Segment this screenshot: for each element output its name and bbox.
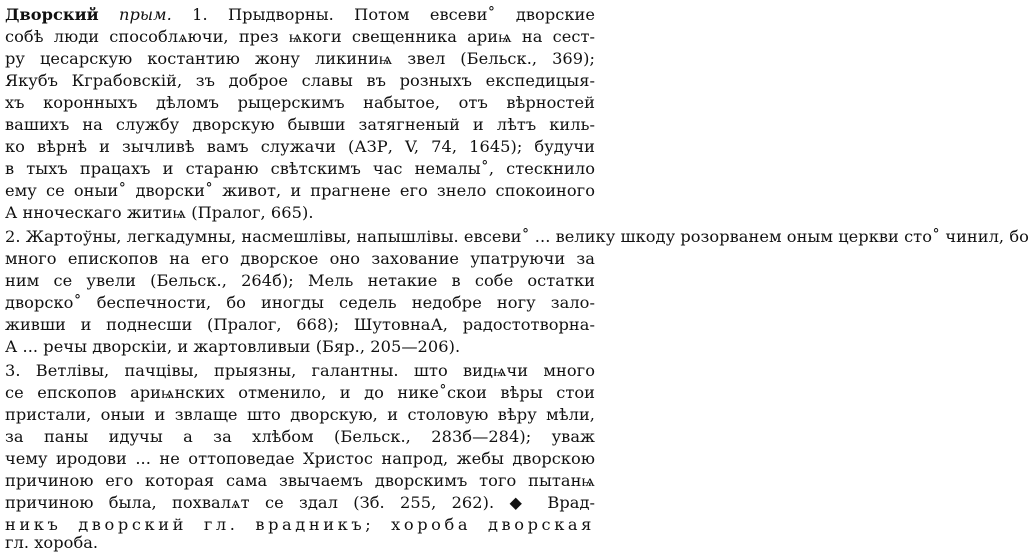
part-of-speech: прым. xyxy=(119,5,172,24)
line-1-text: 1. Прыдворны. Потом евсеви˚ дворские xyxy=(192,5,595,24)
entry-line-9: ему се оныи˚ дворски˚ живот, и прагнене его знело спокоиного xyxy=(5,181,595,200)
entry-line-25: гл. хороба. xyxy=(5,533,99,552)
entry-line-22: причиною его которая сама звычаемъ дворскимъ того пытанѩ xyxy=(5,471,595,490)
entry-line-3: ру цесарскую костантию жону ликиниѩ звел (Бельск., 369); xyxy=(5,49,595,68)
entry-line-6: вашихъ на службу дворскую бывши затягненый и лѣтъ киль- xyxy=(5,115,595,134)
entry-line-15: живши и поднесши (Пралог, 668); ШутовнаА, радостотворна- xyxy=(5,315,595,334)
entry-line-2: собѣ люди способлѧючи, през ѩкоги свещенника ариѩ на сест- xyxy=(5,27,595,46)
headword: Дворский xyxy=(5,5,99,24)
entry-line-1 xyxy=(5,4,595,26)
entry-line-17: 3. Ветлівы, пачцівы, прыязны, галантны. што видѩчи много xyxy=(5,361,595,380)
entry-line-10: А нноческаго житиѩ (Пралог, 665). xyxy=(5,203,314,222)
entry-line-11: 2. Жартоўны, легкадумны, насмешлівы, напышлівы. евсеви˚ ... велику шкоду розорванем оным церкви сто˚ чинил, бо xyxy=(5,227,1029,246)
entry-line-24: никъ дворский гл. врадникъ; хороба дворская xyxy=(5,515,595,534)
entry-line-19: пристали, оныи и звлаще што дворскую, и столовую вѣру мѣли, xyxy=(5,405,595,424)
entry-line-18: се епскопов ариѩнских отменило, и до нике˚скои вѣры стои xyxy=(5,383,595,402)
entry-line-20: за паны идучы а за хлѣбом (Бельск., 283б—284); уваж xyxy=(5,427,595,446)
entry-line-21: чему иродови ... не оттоповедае Христос напрод, жебы дворскою xyxy=(5,449,595,468)
entry-line-23: причиною была, похвалѧт се здал (Зб. 255, 262). ◆ Врад- xyxy=(5,493,595,512)
entry-line-8: в тыхъ працахъ и стараню свѣтскимъ час немалы˚, стескнило xyxy=(5,159,595,178)
entry-line-16: А ... речы дворскіи, и жартовливыи (Бяр., 205—206). xyxy=(5,337,461,356)
entry-line-12: много епископов на его дворское оно захование упатруючи за xyxy=(5,249,595,268)
entry-line-14: дворско˚ беспечности, бо иногды седель недобре ногу зало- xyxy=(5,293,595,312)
entry-line-4: Якубъ Кграбовскій, зъ доброе славы въ розныхъ експедицыя- xyxy=(5,71,595,90)
entry-line-5: хъ коронныхъ дѣломъ рыцерскимъ набытое, отъ вѣрностей xyxy=(5,93,595,112)
entry-line-13: ним се увели (Бельск., 264б); Мель нетакие в собе остатки xyxy=(5,271,595,290)
entry-line-7: ко вѣрнѣ и зычливѣ вамъ служачи (АЗР, V, 74, 1645); будучи xyxy=(5,137,595,156)
